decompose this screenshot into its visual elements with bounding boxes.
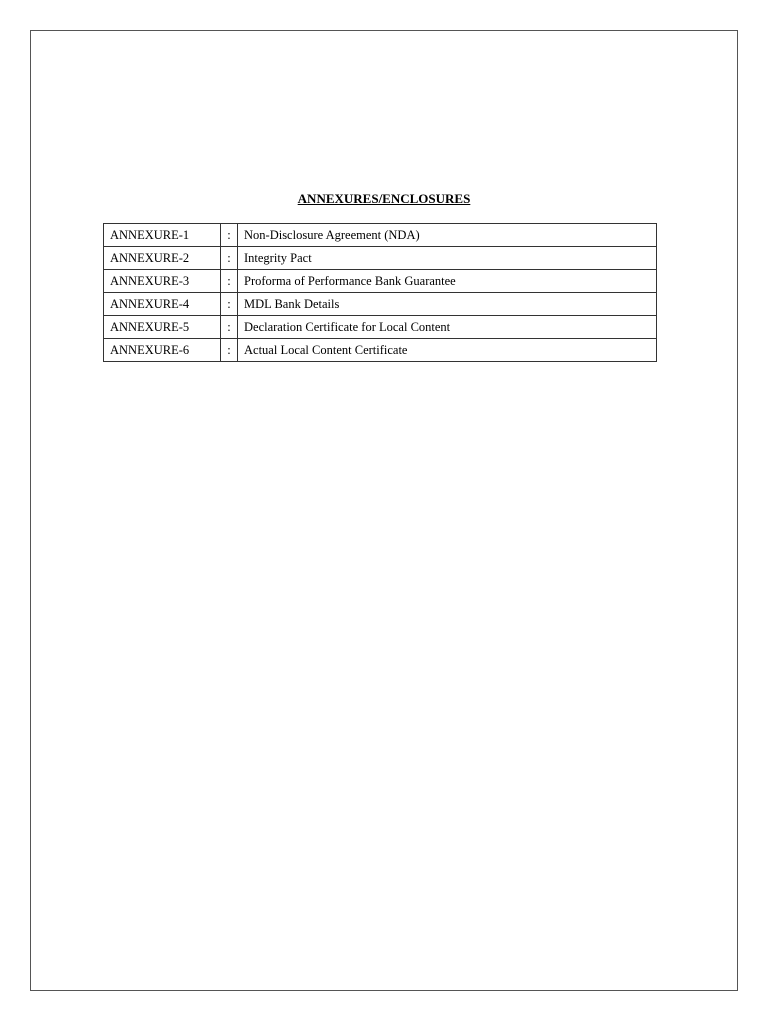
annexure-id: ANNEXURE-1 <box>104 224 221 247</box>
table-row <box>104 339 657 362</box>
table-row <box>104 316 657 339</box>
annexure-id: ANNEXURE-5 <box>104 316 221 339</box>
annexure-id: ANNEXURE-2 <box>104 247 221 270</box>
separator: : <box>221 316 238 339</box>
annexure-description: Declaration Certificate for Local Content <box>238 316 657 339</box>
document-page <box>30 30 738 991</box>
annexure-description: MDL Bank Details <box>238 293 657 316</box>
separator: : <box>221 247 238 270</box>
separator: : <box>221 224 238 247</box>
table-row <box>104 293 657 316</box>
table-row <box>104 247 657 270</box>
annexure-id: ANNEXURE-3 <box>104 270 221 293</box>
annexure-description: Non-Disclosure Agreement (NDA) <box>238 224 657 247</box>
annexure-description: Proforma of Performance Bank Guarantee <box>238 270 657 293</box>
separator: : <box>221 293 238 316</box>
annexure-description: Integrity Pact <box>238 247 657 270</box>
annexure-id: ANNEXURE-4 <box>104 293 221 316</box>
annexure-description: Actual Local Content Certificate <box>238 339 657 362</box>
separator: : <box>221 270 238 293</box>
annexure-id: ANNEXURE-6 <box>104 339 221 362</box>
page-title: ANNEXURES/ENCLOSURES <box>297 191 471 206</box>
separator: : <box>221 339 238 362</box>
table-row <box>104 224 657 247</box>
table-row <box>104 270 657 293</box>
annexures-table <box>103 223 657 362</box>
